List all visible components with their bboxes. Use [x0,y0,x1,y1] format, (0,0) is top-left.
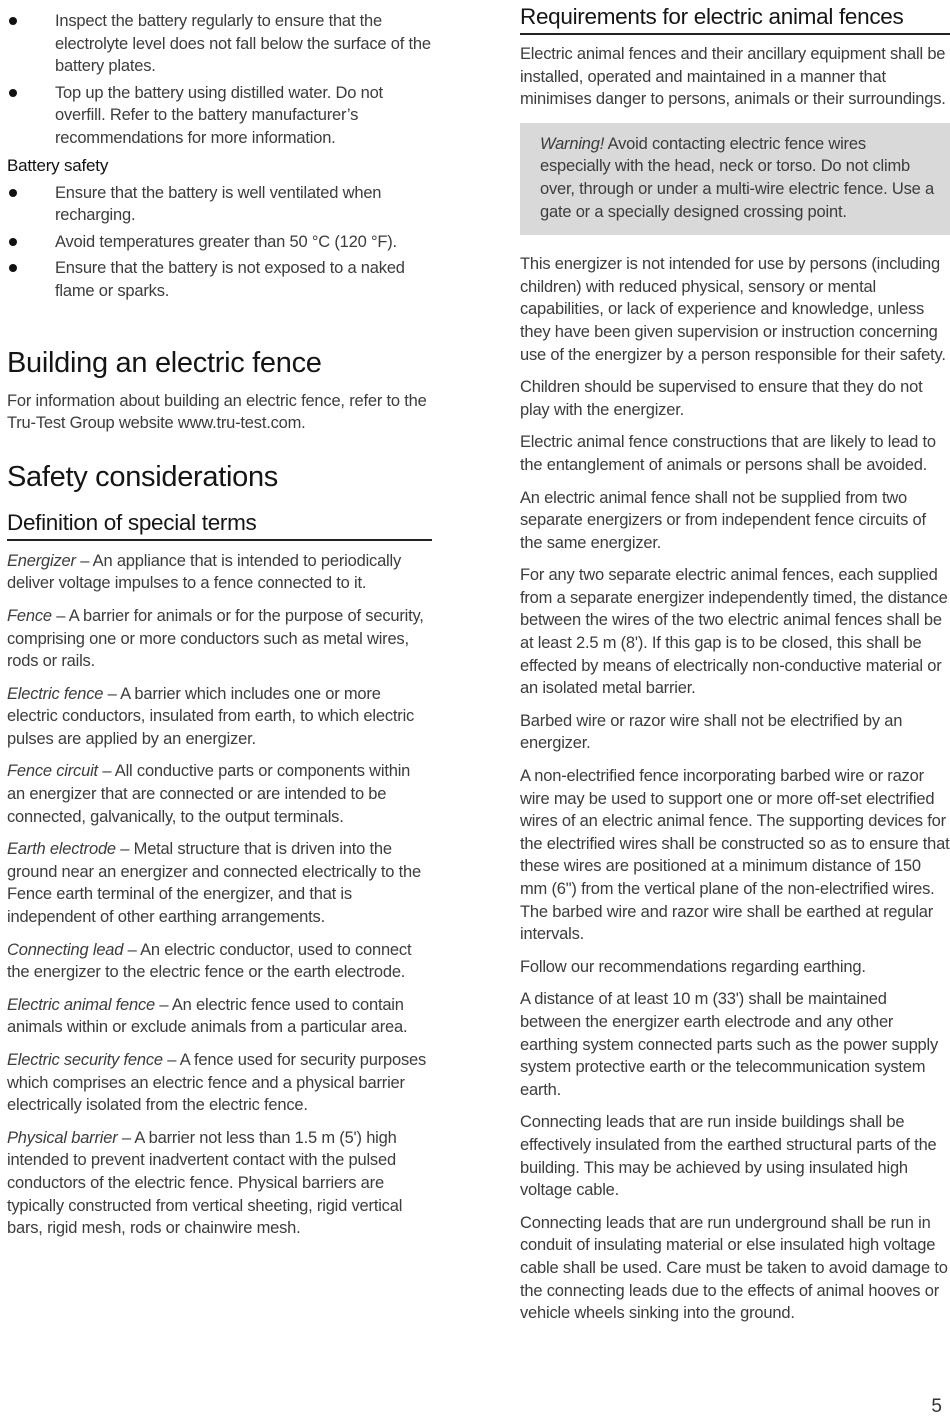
paragraph: Connecting leads that are run inside buildings shall be effectively insulated from the earthed structural parts of the building. This may be achieved by using insulated high voltage cable. [520,1113,937,1200]
paragraph: Barbed wire or razor wire shall not be electrified by an energizer. [520,711,903,753]
list-item: Ensure that the battery is well ventilated when recharging. [7,182,432,227]
paragraph: An electric animal fence shall not be supplied from two separate energizers or from independent fence circuits of the same energizer. [520,488,926,552]
battery-safety-heading: Battery safety [7,155,109,175]
warning-body: Avoid contacting electric fence wires especially with the head, neck or torso. Do not climb over, through or under a multi-wire electric fence. Use a gate or a specially designed crossing point. [540,134,934,221]
definition-text: – A barrier not less than 1.5 m (5') high intended to prevent inadvertent contact with the pulsed conductors of the electric fence. Physical barriers are typically constructed from vertical sheeting, rigid vertical bars, rigid mesh, rods or chainwire mesh. [7,1128,403,1238]
page-number: 5 [931,1396,942,1417]
definition-connecting-lead [7,939,432,984]
battery-maintenance-list [7,10,432,150]
paragraph: Electric animal fence constructions that are likely to lead to the entanglement of animals or persons shall be avoided. [520,433,936,474]
definition-text: – All conductive parts or components within an energizer that are connected or are intended to be connected, galvanically, to the output terminals. [7,762,411,826]
definition-fence [7,605,432,673]
paragraph: Children should be supervised to ensure that they do not play with the energizer. [520,378,923,419]
definition-text: – Metal structure that is driven into the ground near an energizer and connected electrically to the Fence earth terminal of the energizer, and that is independent of other earthing arrangements. [7,840,422,927]
term: Connecting lead [7,940,124,959]
definition-text: – An electric conductor, used to connect the energizer to the electric fence or the earth electrode. [7,940,412,982]
definitions-list [7,550,432,1240]
paragraph: Connecting leads that are run underground shall be run in conduit of insulating material or else insulated high voltage cable shall be used. Care must be taken to avoid damage to the connecting leads due to the effects of animal hooves or vehicle wheels sinking into the ground. [520,1213,948,1323]
definition-text: – A barrier which includes one or more electric conductors, insulated from earth, to which electric pulses are applied by an energizer. [7,684,415,748]
definition-earth-electrode [7,838,432,928]
term: Electric security fence [7,1051,163,1069]
definition-electric-security-fence [7,1049,432,1117]
term: Earth electrode [7,840,116,859]
definition-physical-barrier [7,1127,432,1240]
paragraph: Follow our recommendations regarding earthing. [520,957,866,976]
list-item: Inspect the battery regularly to ensure that the electrolyte level does not fall below the surface of the battery plates. [7,10,432,78]
definition-fence-circuit [7,760,432,828]
term: Energizer [7,551,76,570]
definition-text: – A fence used for security purposes which comprises an electric fence and a physical barrier electrically isolated from the electric fence. [7,1051,427,1115]
list-item: Top up the battery using distilled water. Do not overfill. Refer to the battery manufacturer’s recommendations for more information. [7,82,432,150]
paragraph: This energizer is not intended for use by persons (including children) with reduced physical, sensory or mental capabilities, or lack of experience and knowledge, unless they have been given supervision or instruction concerning use of the energizer by a person responsible for their safety. [520,255,946,364]
list-item: Avoid temperatures greater than 50 °C (120 °F). [7,231,432,254]
safety-heading: Safety considerations [7,460,278,493]
paragraph: A distance of at least 10 m (33') shall be maintained between the energizer earth electrode and any other earthing system connected parts such as the power supply system protective earth or the telecommunication system earth. [520,990,939,1099]
definition-heading: Definition of special terms [7,510,432,541]
paragraph: For any two separate electric animal fences, each supplied from a separate energizer independently timed, the distance between the wires of the two electric animal fences shall be at least 2.5 m (8'). If this gap is to be closed, this shall be effected by means of electrically non-conductive material or an isolated metal barrier. [520,566,948,698]
term: Physical barrier [7,1128,118,1147]
requirements-intro: Electric animal fences and their ancillary equipment shall be installed, operated and maintained in a manner that minimises danger to persons, animals or their surroundings. [520,45,946,109]
definition-energizer [7,550,432,595]
left-column [7,0,432,1250]
term: Electric animal fence [7,995,156,1014]
building-heading: Building an electric fence [7,346,322,379]
battery-safety-list [7,182,432,303]
paragraph: A non-electrified fence incorporating barbed wire or razor wire may be used to support one or more off-set electrified wires of an electric animal fence. The supporting devices for the electrified wires shall be constructed so as to ensure that these wires are positioned at a minimum distance of 150 mm (6") from the vertical plane of the non-electrified wires. The barbed wire and razor wire shall be earthed at regular intervals. [520,767,950,944]
warning-box [520,123,950,235]
definition-text: – A barrier for animals or for the purpose of security, comprising one or more conductors such as metal wires, rods or rails. [7,606,424,671]
term: Fence [7,606,52,625]
definition-electric-animal-fence [7,994,432,1039]
definition-text: – An electric fence used to contain animals within or exclude animals from a particular area. [7,995,408,1037]
definition-electric-fence [7,683,432,751]
term: Fence circuit [7,762,98,781]
warning-label: Warning! [540,134,605,153]
building-text: For information about building an electric fence, refer to the Tru-Test Group website www.tru-test.com. [7,391,427,433]
list-item: Ensure that the battery is not exposed to a naked flame or sparks. [7,257,432,302]
term: Electric fence [7,684,104,703]
warning-text [540,133,940,223]
definition-text: – An appliance that is intended to periodically deliver voltage impulses to a fence connected to it. [7,551,402,593]
requirements-heading: Requirements for electric animal fences [520,4,950,35]
right-column [520,0,950,1335]
